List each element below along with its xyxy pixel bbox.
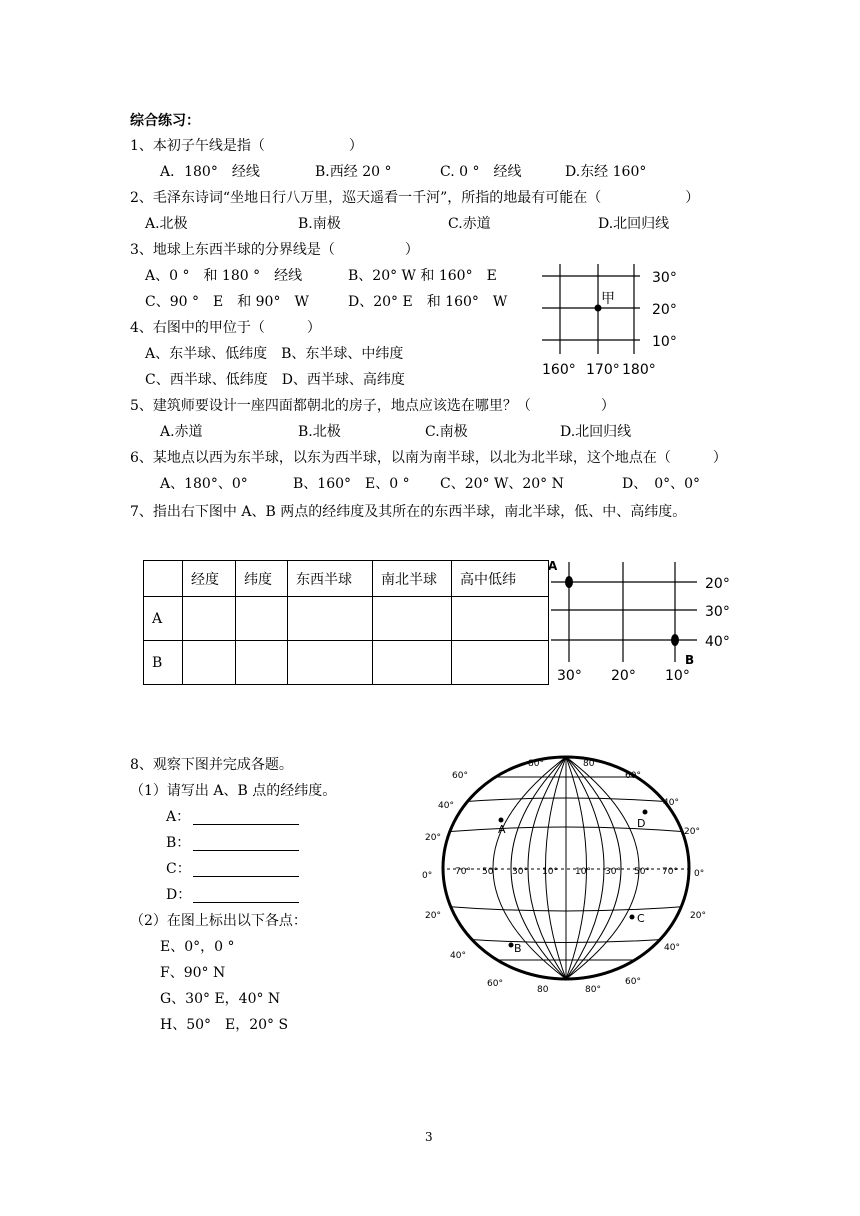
question-6-option-d: D、 0°、0° <box>622 476 701 492</box>
globe-point-c-label: C <box>637 912 645 925</box>
table-row <box>144 597 549 641</box>
point-h: H、50° E，20° S <box>160 1017 289 1033</box>
blank-b-label: B： <box>166 835 191 851</box>
blank-d-label: D： <box>166 887 192 903</box>
lat-label-20: 20° <box>652 302 677 318</box>
lon-label-top-left: 80° <box>528 759 544 769</box>
answer-cell[interactable] <box>183 641 236 685</box>
answer-cell[interactable] <box>236 597 288 641</box>
answer-cell[interactable] <box>373 597 452 641</box>
lat-label-left-0: 0° <box>422 871 433 881</box>
lat-label-10: 10° <box>652 334 677 350</box>
lat-label-right-20n: 20° <box>684 827 700 837</box>
question-1-stem: 1、本初子午线是指（ ） <box>130 138 363 154</box>
globe-point-a-label: A <box>498 823 506 836</box>
eq-lon-label: 10° <box>542 867 558 877</box>
row-label-a: A <box>144 597 183 641</box>
answer-table <box>143 560 549 685</box>
question-6-option-b: B、160° E、0 ° <box>293 476 410 492</box>
blank-c-label: C： <box>166 861 191 877</box>
question-3-option-b: B、20° W 和 160° E <box>348 268 497 284</box>
question-8-sub1: （1）请写出 A、B 点的经纬度。 <box>130 783 337 799</box>
globe-diagram <box>408 750 713 995</box>
table-header-cell: 南北半球 <box>373 561 452 597</box>
answer-cell[interactable] <box>288 597 373 641</box>
table-header-row <box>144 561 549 597</box>
globe-point-d-marker <box>643 810 648 815</box>
globe-point-b-marker <box>509 943 514 948</box>
lat-label-20: 20° <box>705 576 730 592</box>
question-1-option-d: D.东经 160° <box>565 164 647 180</box>
lat-label-right-60n: 60° <box>625 771 641 781</box>
page-number: 3 <box>425 1130 433 1144</box>
globe-point-c-marker <box>630 915 635 920</box>
question-8-stem: 8、观察下图并完成各题。 <box>130 757 293 773</box>
lon-label-bottom-right: 80° <box>585 985 601 995</box>
question-2-stem: 2、毛泽东诗词“坐地日行八万里，巡天遥看一千河”，所指的地最有可能在（ ） <box>130 190 700 206</box>
question-6-stem: 6、某地点以西为东半球，以东为西半球，以南为南半球，以北为北半球，这个地点在（ ） <box>130 450 727 466</box>
question-3-option-a: A、0 ° 和 180 ° 经线 <box>145 268 303 284</box>
blank-b-input[interactable] <box>193 834 299 851</box>
question-1-option-a: A．180° 经线 <box>160 164 260 180</box>
question-4-options-cd: C、西半球、低纬度 D、西半球、高纬度 <box>145 372 405 388</box>
eq-lon-label: 30° <box>605 867 621 877</box>
answer-cell[interactable] <box>288 641 373 685</box>
point-b-marker <box>671 634 679 646</box>
question-2-option-d: D.北回归线 <box>598 216 670 232</box>
question-2-option-a: A.北极 <box>145 216 188 232</box>
eq-lon-label: 70° <box>455 867 471 877</box>
lon-label-10: 10° <box>665 668 690 684</box>
point-f: F、90° N <box>160 965 226 981</box>
point-a-label: A <box>548 559 558 573</box>
lat-label-right-40n: 40° <box>663 798 679 808</box>
question-5-stem: 5、建筑师要设计一座四面都朝北的房子，地点应该选在哪里？（ ） <box>130 398 615 414</box>
eq-lon-label: 10° <box>575 867 591 877</box>
lon-label-170: 170° <box>586 362 620 378</box>
lat-label-right-40s: 40° <box>664 943 680 953</box>
question-2-option-b: B.南极 <box>298 216 341 232</box>
point-a-marker <box>565 576 573 588</box>
question-1-option-b: B.西经 20 ° <box>315 164 392 180</box>
question-5-option-b: B.北极 <box>298 424 341 440</box>
eq-lon-label: 50° <box>634 867 650 877</box>
point-b-label: B <box>685 653 695 667</box>
question-4-options-ab: A、东半球、低纬度 B、东半球、中纬度 <box>145 346 404 362</box>
point-g: G、30° E，40° N <box>160 991 281 1007</box>
eq-lon-label: 70° <box>662 867 678 877</box>
blank-d-input[interactable] <box>193 886 299 903</box>
lon-label-180: 180° <box>622 362 656 378</box>
question-3-stem: 3、地球上东西半球的分界线是（ ） <box>130 242 419 258</box>
blank-c-input[interactable] <box>193 860 299 877</box>
lat-label-right-0: 0° <box>694 869 705 879</box>
lon-label-160: 160° <box>542 362 576 378</box>
answer-cell[interactable] <box>452 641 549 685</box>
globe-point-a-marker <box>499 818 504 823</box>
answer-cell[interactable] <box>452 597 549 641</box>
question-4-stem: 4、右图中的甲位于（ ） <box>130 320 321 336</box>
lat-label-30: 30° <box>705 604 730 620</box>
table-header-cell: 经度 <box>183 561 236 597</box>
question-5-option-c: C.南极 <box>425 424 468 440</box>
question-1-option-c: C. 0 ° 经线 <box>440 164 522 180</box>
section-heading: 综合练习： <box>130 113 200 129</box>
question-3-option-d: D、20° E 和 160° W <box>348 294 508 310</box>
globe-point-d-label: D <box>637 817 646 830</box>
question-6-option-a: A、180°、0° <box>160 476 248 492</box>
question-2-option-c: C.赤道 <box>448 216 491 232</box>
eq-lon-label: 30° <box>512 867 528 877</box>
lon-label-top-right: 80° <box>583 759 599 769</box>
lon-label-30: 30° <box>557 668 582 684</box>
table-row <box>144 641 549 685</box>
lat-label-right-20s: 20° <box>690 911 706 921</box>
lat-label-right-60s: 60° <box>625 977 641 987</box>
table-header-cell: 东西半球 <box>288 561 373 597</box>
answer-cell[interactable] <box>236 641 288 685</box>
question-5-option-a: A.赤道 <box>160 424 203 440</box>
blank-a-input[interactable] <box>193 808 299 825</box>
latlon-grid-figure-1 <box>538 262 688 380</box>
lat-label-left-60n: 60° <box>452 771 468 781</box>
table-header-cell: 高中低纬 <box>452 561 549 597</box>
lat-label-left-20n: 20° <box>425 833 441 843</box>
eq-lon-label: 50° <box>482 867 498 877</box>
question-8-sub2: （2）在图上标出以下各点： <box>130 913 307 929</box>
question-5-option-d: D.北回归线 <box>560 424 632 440</box>
lat-label-left-20s: 20° <box>425 911 441 921</box>
lon-label-bottom-left: 80 <box>537 985 549 995</box>
jia-label: 甲 <box>601 291 615 307</box>
blank-a-label: A： <box>166 809 191 825</box>
lat-label-left-60s: 60° <box>487 979 503 989</box>
lat-label-40: 40° <box>705 634 730 650</box>
question-3-option-c: C、90 ° E 和 90° W <box>145 294 309 310</box>
lat-label-30: 30° <box>652 270 677 286</box>
table-header-cell: 纬度 <box>236 561 288 597</box>
table-header-cell <box>144 561 183 597</box>
point-e: E、0°，0 ° <box>160 939 235 955</box>
lon-label-20: 20° <box>611 668 636 684</box>
latlon-grid-figure-2 <box>545 556 745 686</box>
globe-point-b-label: B <box>514 942 522 955</box>
lat-label-left-40n: 40° <box>438 801 454 811</box>
answer-cell[interactable] <box>373 641 452 685</box>
question-7-stem: 7、指出右下图中 A、B 两点的经纬度及其所在的东西半球，南北半球，低、中、高纬度。 <box>130 504 687 520</box>
answer-cell[interactable] <box>183 597 236 641</box>
row-label-b: B <box>144 641 183 685</box>
lat-label-left-40s: 40° <box>450 951 466 961</box>
question-6-option-c: C、20° W、20° N <box>440 476 564 492</box>
